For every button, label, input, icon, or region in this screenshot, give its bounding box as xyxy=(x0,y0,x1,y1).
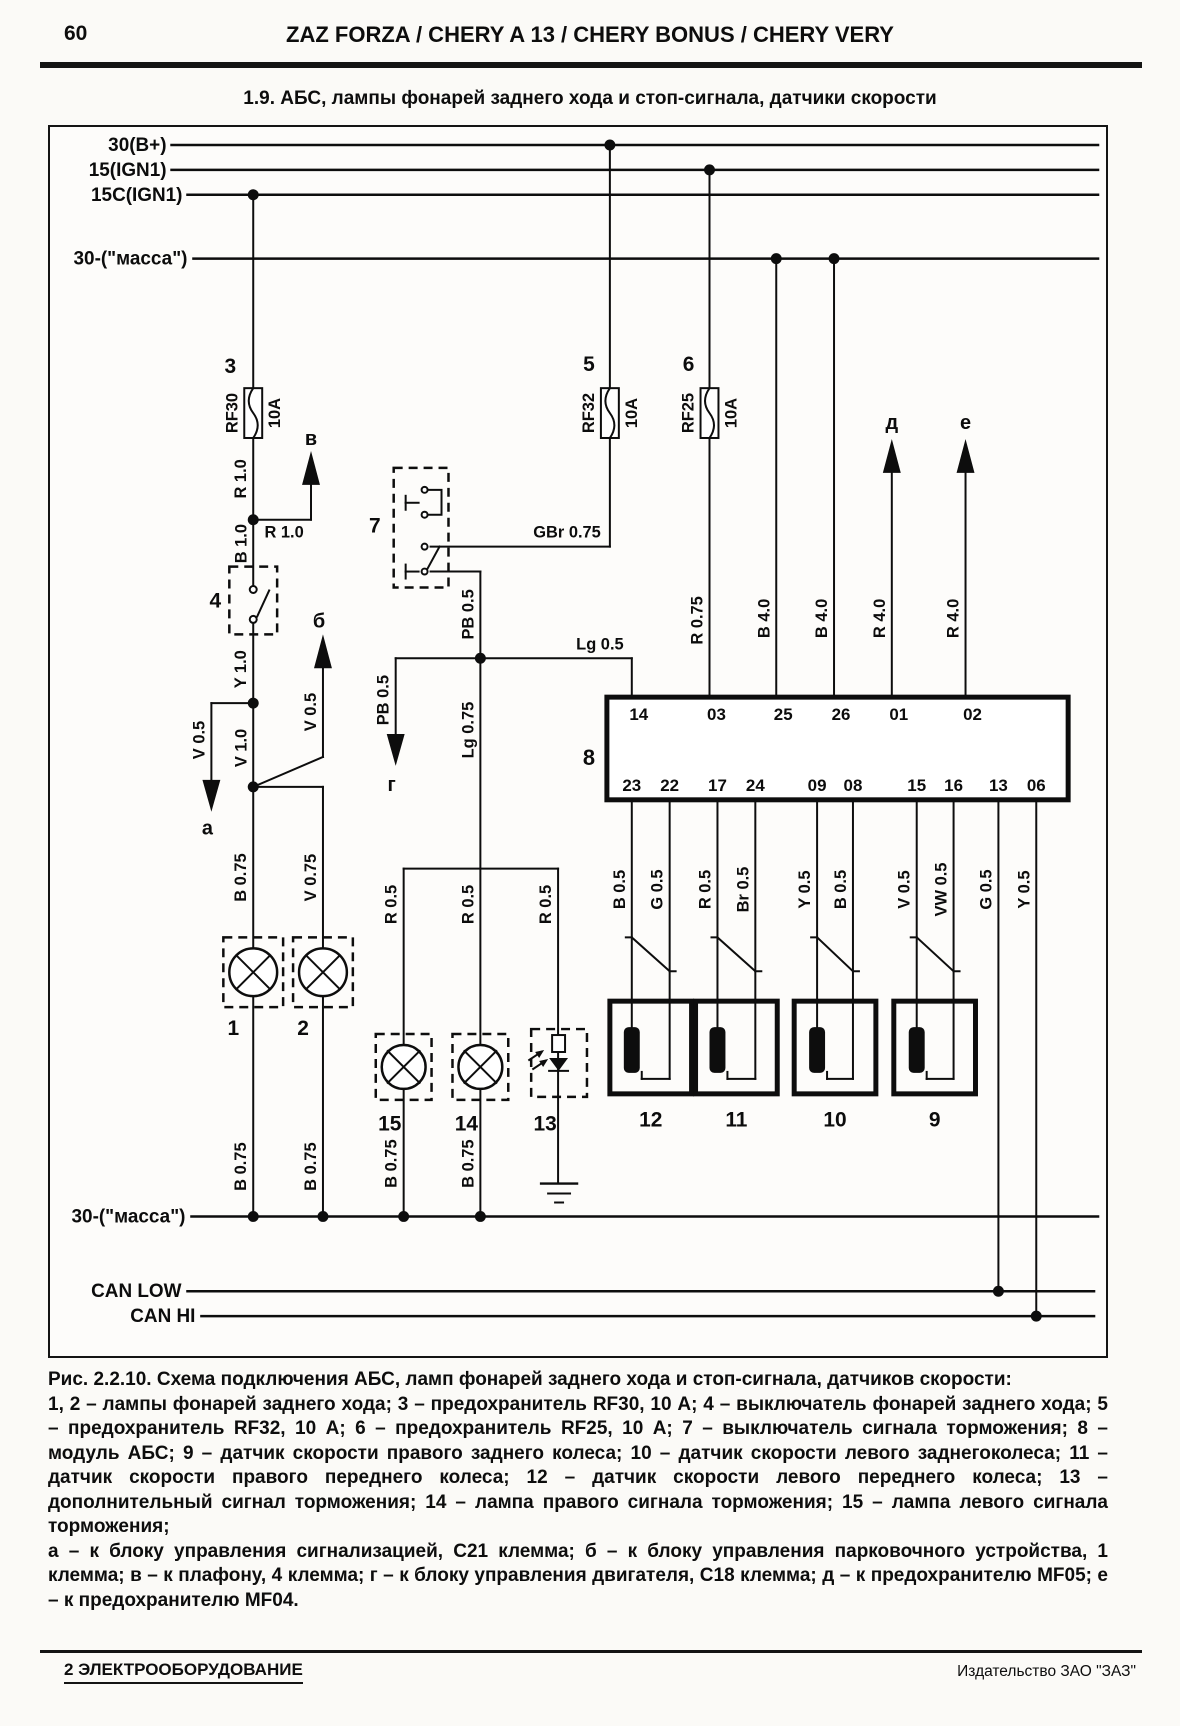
pin-label: 08 xyxy=(843,775,863,795)
switch-4-number: 4 xyxy=(209,589,222,613)
pin-label: 24 xyxy=(745,775,765,795)
wire-label: R 0.5 xyxy=(696,869,715,910)
wire-label: G 0.5 xyxy=(648,869,667,910)
ground-symbol xyxy=(541,1184,577,1203)
abs-module-8 xyxy=(607,697,1068,800)
lamp-2 xyxy=(293,937,353,1007)
arrow-b-label: б xyxy=(312,610,326,633)
pin-label: 26 xyxy=(831,705,851,725)
fuse-6-rating: 10A xyxy=(722,397,741,429)
bus-label-15ign1: 15(IGN1) xyxy=(88,159,167,181)
wire-label: R 0.5 xyxy=(537,884,556,925)
arrow-d-label: д xyxy=(885,412,899,435)
pin-label: 15 xyxy=(907,775,927,795)
caption-title: Рис. 2.2.10. Схема подключения АБС, ламп фонарей заднего хода и стоп-сигнала, датчиков скорости: xyxy=(48,1369,1012,1390)
wire-label: B 0.5 xyxy=(831,869,850,910)
wire-label: Lg 0.5 xyxy=(576,635,624,654)
lamp-15-number: 15 xyxy=(378,1112,402,1136)
arrow-a-head xyxy=(202,780,220,812)
arrow-e-label: е xyxy=(959,412,972,435)
pin-label: 02 xyxy=(963,705,982,725)
wire-label: B 0.5 xyxy=(610,869,629,910)
fuse-5-rating: 10A xyxy=(622,397,641,429)
wire-label: VW 0.5 xyxy=(932,862,951,917)
caption-legend: 1, 2 – лампы фонарей заднего хода; 3 – предохранитель RF30, 10 А; 4 – выключатель фонарей заднего хода; 5 – предохранитель RF32, 10 А; 6 – предохранитель RF25, 10 А; 7 – выключатель сигнала торможения; 8 – модуль АБС; 9 – датчик скорости правого заднего колеса; 10 – датчик скорости левого заднегоколеса; 11 – датчик скорости правого переднего колеса; 12 – датчик скорости левого переднего колеса; 13 – дополнительный сигнал торможения; 14 – лампа правого сигнала торможения; 15 – лампа левого сигнала торможения; xyxy=(48,1393,1108,1537)
arrow-e-head xyxy=(957,439,975,473)
sensor-11-number: 11 xyxy=(725,1108,748,1132)
wire-label: B 4.0 xyxy=(813,598,832,639)
bus-label-15cign1: 15C(IGN1) xyxy=(91,184,183,206)
wire-label: V 0.75 xyxy=(301,853,320,902)
bus-label-ground-bottom: 30-("масса") xyxy=(71,1206,186,1228)
sensor-11 xyxy=(696,1001,778,1094)
wire-label: B 0.75 xyxy=(301,1142,320,1191)
pin-label: 03 xyxy=(707,705,726,725)
sensor-10 xyxy=(794,1001,876,1094)
sensor-10-number: 10 xyxy=(823,1108,847,1132)
wire-label: B 1.0 xyxy=(232,523,251,564)
fuse-5 xyxy=(601,388,619,438)
pin-label: 16 xyxy=(944,775,963,795)
wire-label: B 0.75 xyxy=(459,1139,478,1188)
module-8-number: 8 xyxy=(582,744,596,770)
wire-label: Y 0.5 xyxy=(796,870,815,909)
arrow-v-head xyxy=(302,451,320,485)
pin-label: 17 xyxy=(708,775,727,795)
wire-label: V 0.5 xyxy=(301,692,320,732)
wire-label: Lg 0.75 xyxy=(459,701,478,759)
wire-label: R 0.5 xyxy=(382,884,401,925)
wire-label: GBr 0.75 xyxy=(533,523,601,542)
wire-label: R 1.0 xyxy=(232,459,251,499)
pin-label: 13 xyxy=(988,775,1008,795)
page-number: 60 xyxy=(64,22,88,45)
sensor-12 xyxy=(610,1001,692,1094)
wire-label: R 0.5 xyxy=(459,884,478,925)
wire-label: B 0.75 xyxy=(232,853,251,902)
lamp-1 xyxy=(223,937,283,1007)
lamp-14 xyxy=(452,1034,508,1100)
fuse-6-name: RF25 xyxy=(679,392,698,434)
lamp-1-number: 1 xyxy=(227,1017,240,1041)
bus-label-30b: 30(B+) xyxy=(108,134,167,156)
fuse-3-number: 3 xyxy=(224,355,237,379)
sensor-9 xyxy=(894,1001,976,1094)
switch-7-number: 7 xyxy=(368,514,381,538)
bus-label-ground-top: 30-("масса") xyxy=(73,248,188,270)
wire-label: B 4.0 xyxy=(755,598,774,639)
fuse-3-name: RF30 xyxy=(223,392,242,434)
document-title: ZAZ FORZA / CHERY A 13 / CHERY BONUS / CHERY VERY xyxy=(286,22,894,47)
wire-label: G 0.5 xyxy=(977,869,996,910)
lamp-14-number: 14 xyxy=(454,1112,479,1136)
bus-labels xyxy=(72,135,196,1327)
pin-label: 22 xyxy=(660,775,680,795)
pin-label: 09 xyxy=(807,775,827,795)
lamp-13-number: 13 xyxy=(533,1112,557,1136)
fuse-5-number: 5 xyxy=(583,353,595,377)
wire-label: Br 0.5 xyxy=(734,866,753,913)
header-rule xyxy=(40,62,1142,68)
wire-label: R 4.0 xyxy=(944,598,963,639)
arrow-g-label: г xyxy=(387,773,396,796)
footer-chapter: 2 ЭЛЕКТРООБОРУДОВАНИЕ xyxy=(64,1660,303,1684)
wire-label: PB 0.5 xyxy=(374,674,393,726)
fuse-5-name: RF32 xyxy=(579,392,598,434)
bus-label-can-hi: CAN HI xyxy=(130,1306,196,1328)
fuse-6 xyxy=(701,388,719,438)
wire-label: R 4.0 xyxy=(870,598,889,639)
twisted-pair-marks xyxy=(626,937,960,971)
wire-label: R 0.75 xyxy=(688,596,707,645)
sensor-12-number: 12 xyxy=(639,1108,663,1132)
wiring-diagram xyxy=(50,127,1106,1356)
fuse-6-number: 6 xyxy=(682,353,695,377)
arrow-a-label: а xyxy=(201,817,213,840)
wire-label: V 0.5 xyxy=(895,870,914,909)
wire-label: Y 0.5 xyxy=(1015,870,1034,909)
switch-7 xyxy=(394,468,449,588)
lamp-2-number: 2 xyxy=(297,1017,309,1041)
pin-label: 01 xyxy=(889,705,909,725)
sensor-9-number: 9 xyxy=(928,1108,941,1132)
lamp-15 xyxy=(376,1034,432,1100)
wire-label: V 1.0 xyxy=(232,728,251,768)
arrow-v-label: в xyxy=(304,427,318,450)
bus-label-can-low: CAN LOW xyxy=(91,1281,182,1303)
caption-notes: а – к блоку управления сигнализацией, С21 клемма; б – к блоку управления парковочного устройства, 1 клемма; в – к плафону, 4 клемма; г – к блоку управления двигателя, С18 клемма; д – к предохранителю MF05; е – к предохранителю MF04. xyxy=(48,1540,1108,1611)
fuse-3-rating: 10A xyxy=(266,397,285,429)
footer-publisher: Издательство ЗАО "ЗАЗ" xyxy=(957,1663,1136,1680)
arrow-g-head xyxy=(387,734,405,766)
pin-label: 23 xyxy=(622,775,642,795)
arrow-d-head xyxy=(883,439,901,473)
arrow-b-head xyxy=(314,634,332,668)
wire-label: R 1.0 xyxy=(264,523,304,542)
wire-label: Y 1.0 xyxy=(232,650,251,689)
footer-rule xyxy=(40,1650,1142,1653)
wire-label: V 0.5 xyxy=(190,720,209,760)
wire-label: B 0.75 xyxy=(382,1139,401,1188)
wire-label: PB 0.5 xyxy=(459,589,478,640)
section-title: 1.9. АБС, лампы фонарей заднего хода и стоп-сигнала, датчики скорости xyxy=(243,88,937,109)
wire-label: B 0.75 xyxy=(232,1142,251,1191)
diagram-frame xyxy=(48,125,1108,1358)
figure-caption xyxy=(48,1368,1108,1613)
pin-label: 06 xyxy=(1026,775,1046,795)
pin-label: 14 xyxy=(629,705,649,725)
fuse-3 xyxy=(244,388,262,438)
pin-label: 25 xyxy=(773,705,793,725)
